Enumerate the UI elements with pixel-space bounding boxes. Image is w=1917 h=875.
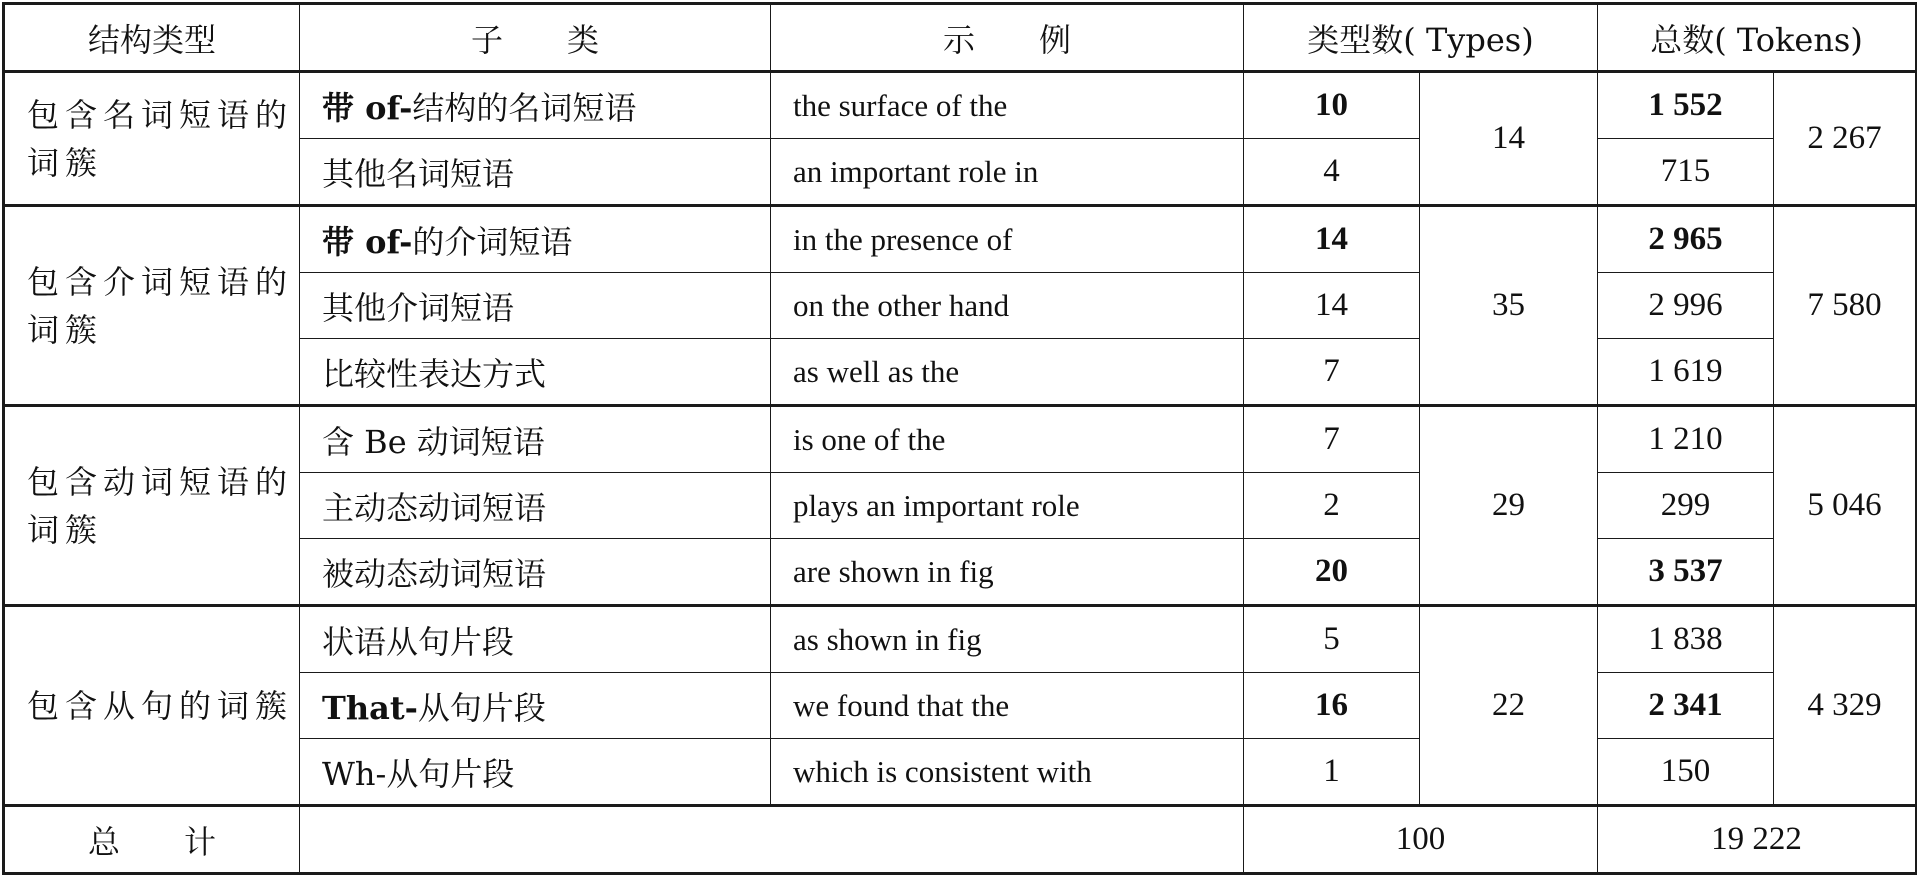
types-cell: 1 — [1244, 739, 1420, 806]
subclass-cell — [300, 473, 771, 539]
example-cell: as shown in fig — [771, 606, 1244, 673]
table-row — [4, 406, 1917, 473]
total-tokens: 19 222 — [1598, 806, 1917, 874]
subclass-cell — [300, 339, 771, 406]
tokens-cell: 150 — [1598, 739, 1774, 806]
example-cell: as well as the — [771, 339, 1244, 406]
category-cell: 包含介词短语的词簇 — [4, 206, 300, 406]
tokens-subtotal-cell: 7 580 — [1774, 206, 1917, 406]
types-subtotal-cell: 35 — [1420, 206, 1598, 406]
types-cell: 2 — [1244, 473, 1420, 539]
types-cell: 14 — [1244, 206, 1420, 273]
table-row — [4, 206, 1917, 273]
subclass-cell — [300, 72, 771, 139]
header-structure: 结构类型 — [4, 4, 300, 72]
subclass-label: 被动态动词短语 — [322, 554, 547, 593]
example-cell: we found that the — [771, 673, 1244, 739]
subclass-bold-prefix: That- — [322, 688, 418, 727]
types-cell: 14 — [1244, 273, 1420, 339]
subclass-cell — [300, 406, 771, 473]
subclass-label: 的介词短语 — [412, 222, 573, 261]
tokens-cell: 1 552 — [1598, 72, 1774, 139]
tokens-subtotal-cell: 2 267 — [1774, 72, 1917, 206]
subclass-bold-prefix: 带 of- — [322, 222, 413, 261]
header-types: 类型数( Types) — [1244, 4, 1598, 72]
subclass-label: 主动态动词短语 — [322, 488, 547, 527]
total-types: 100 — [1244, 806, 1598, 874]
tokens-cell: 715 — [1598, 139, 1774, 206]
example-cell: plays an important role — [771, 473, 1244, 539]
types-cell: 10 — [1244, 72, 1420, 139]
subclass-cell — [300, 539, 771, 606]
example-cell: is one of the — [771, 406, 1244, 473]
types-cell: 16 — [1244, 673, 1420, 739]
types-cell: 7 — [1244, 406, 1420, 473]
subclass-cell — [300, 139, 771, 206]
tokens-subtotal-cell: 5 046 — [1774, 406, 1917, 606]
tokens-cell: 3 537 — [1598, 539, 1774, 606]
tokens-cell: 2 996 — [1598, 273, 1774, 339]
total-row — [4, 806, 1917, 874]
category-cell: 包含动词短语的词簇 — [4, 406, 300, 606]
types-subtotal-cell: 14 — [1420, 72, 1598, 206]
header-tokens: 总数( Tokens) — [1598, 4, 1917, 72]
subclass-label: 其他名词短语 — [322, 154, 515, 193]
corpus-table — [2, 2, 1917, 875]
tokens-cell: 299 — [1598, 473, 1774, 539]
total-label: 总 计 — [4, 806, 300, 874]
subclass-label: 状语从句片段 — [322, 622, 515, 661]
types-cell: 7 — [1244, 339, 1420, 406]
subclass-label: 从句片段 — [417, 688, 546, 727]
subclass-label: 结构的名词短语 — [412, 88, 637, 127]
header-example: 示 例 — [771, 4, 1244, 72]
subclass-cell — [300, 206, 771, 273]
types-cell: 20 — [1244, 539, 1420, 606]
subclass-cell — [300, 673, 771, 739]
tokens-subtotal-cell: 4 329 — [1774, 606, 1917, 806]
table-row — [4, 606, 1917, 673]
types-cell: 5 — [1244, 606, 1420, 673]
types-cell: 4 — [1244, 139, 1420, 206]
header-row — [4, 4, 1917, 72]
subclass-label: 比较性表达方式 — [322, 354, 547, 393]
category-cell: 包含名词短语的词簇 — [4, 72, 300, 206]
tokens-cell: 1 838 — [1598, 606, 1774, 673]
example-cell: which is consistent with — [771, 739, 1244, 806]
subclass-bold-prefix: 带 of- — [322, 88, 413, 127]
tokens-cell: 2 341 — [1598, 673, 1774, 739]
total-empty-cell — [300, 806, 1244, 874]
category-cell: 包含从句的词簇 — [4, 606, 300, 806]
example-cell: an important role in — [771, 139, 1244, 206]
example-cell: on the other hand — [771, 273, 1244, 339]
subclass-cell — [300, 273, 771, 339]
subclass-label: 其他介词短语 — [322, 288, 515, 327]
example-cell: in the presence of — [771, 206, 1244, 273]
subclass-cell — [300, 739, 771, 806]
subclass-label: 含 Be 动词短语 — [322, 422, 545, 461]
example-cell: the surface of the — [771, 72, 1244, 139]
tokens-cell: 1 210 — [1598, 406, 1774, 473]
example-cell: are shown in fig — [771, 539, 1244, 606]
tokens-cell: 2 965 — [1598, 206, 1774, 273]
subclass-cell — [300, 606, 771, 673]
header-subclass: 子 类 — [300, 4, 771, 72]
tokens-cell: 1 619 — [1598, 339, 1774, 406]
table-row — [4, 72, 1917, 139]
types-subtotal-cell: 22 — [1420, 606, 1598, 806]
types-subtotal-cell: 29 — [1420, 406, 1598, 606]
subclass-label: Wh-从句片段 — [322, 754, 515, 793]
